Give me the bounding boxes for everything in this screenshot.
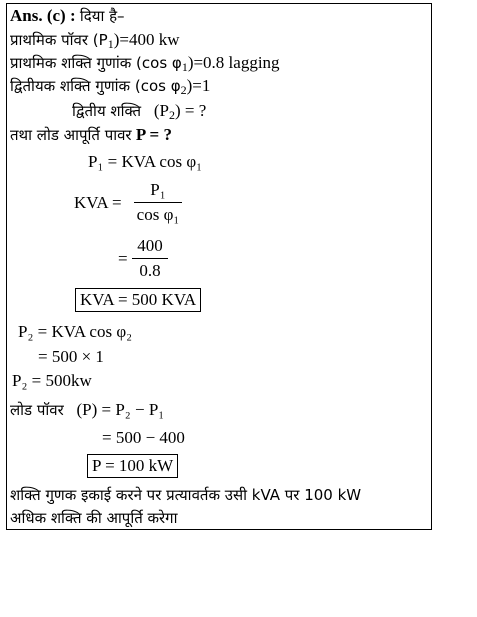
subscript: 2 — [168, 108, 175, 122]
load-power-line — [10, 400, 164, 420]
kva-denominator: cos φ₁ — [136, 205, 180, 224]
secondary-pf-line — [10, 76, 210, 100]
primary-power-line — [10, 30, 179, 54]
secondary-power-tail: ) = ? — [174, 101, 207, 120]
value-fraction — [132, 236, 168, 281]
conclusion-line-1: शक्ति गुणक इकाई करने पर प्रत्यावर्तक उसी kVA पर 100 kW — [10, 486, 362, 504]
subscript: 1 — [181, 60, 188, 74]
answer-header — [10, 6, 125, 26]
supply-label: तथा लोड आपूर्ति पावर — [10, 126, 132, 144]
numerator-400: 400 — [137, 236, 163, 255]
final-result-box: P = 100 kW — [87, 454, 178, 478]
p1-formula: P₁ = KVA cos φ₁ — [88, 152, 203, 171]
subscript: 1 — [107, 37, 114, 51]
supply-value: P = ? — [135, 125, 172, 144]
fraction-bar — [134, 202, 182, 203]
p2-step: = 500 × 1 — [38, 347, 104, 366]
given-text: दिया है– — [79, 7, 125, 25]
supply-line — [10, 125, 172, 145]
denominator-08: 0.8 — [139, 261, 161, 280]
equals-sign: = — [118, 249, 128, 268]
primary-power-value: )=400 kw — [113, 30, 180, 49]
load-power-label: लोड पॉवर — [10, 401, 64, 419]
secondary-power-label: द्वितीय शक्ति — [72, 102, 142, 120]
fraction-bar — [132, 258, 168, 259]
secondary-pf-value: )=1 — [186, 76, 211, 95]
kva-fraction — [134, 180, 182, 225]
primary-pf-label: प्राथमिक शक्ति गुणांक (cos φ — [10, 54, 182, 72]
conclusion-line-2: अधिक शक्ति की आपूर्ति करेगा — [10, 509, 178, 527]
p2-formula: P₂ = KVA cos φ₂ — [18, 322, 133, 341]
load-power-formula: (P) = P₂ − P₁ — [76, 400, 165, 419]
p2-result: P₂ = 500kw — [12, 371, 92, 390]
answer-label: Ans. (c) : — [10, 6, 76, 25]
load-step: = 500 − 400 — [102, 428, 185, 447]
kva-numerator: P₁ — [150, 180, 166, 199]
primary-pf-value: )=0.8 lagging — [187, 53, 280, 72]
primary-power-label: प्राथमिक पॉवर (P — [10, 31, 108, 49]
kva-lhs: KVA = — [74, 193, 122, 212]
secondary-pf-label: द्वितीयक शक्ति गुणांक (cos φ — [10, 77, 181, 95]
secondary-power-line — [72, 101, 206, 125]
secondary-power-value: (P — [153, 101, 169, 120]
primary-pf-line — [10, 53, 280, 77]
kva-result-box: KVA = 500 KVA — [75, 288, 201, 312]
subscript: 2 — [180, 83, 187, 97]
